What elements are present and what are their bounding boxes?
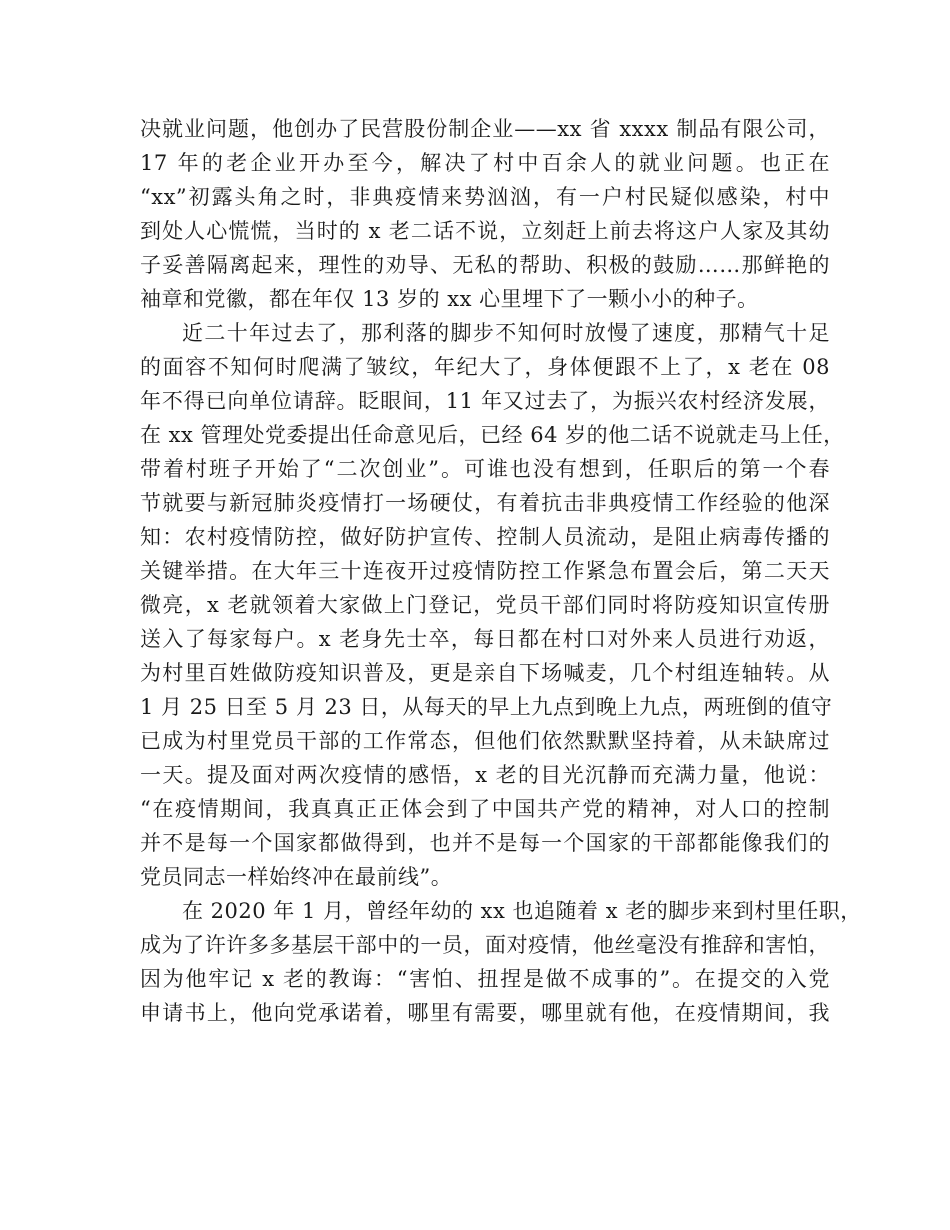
text-line: 已成为村里党员干部的工作常态，但他们依然默默坚持着，从未缺席过 <box>140 729 830 753</box>
text-line: 为村里百姓做防疫知识普及，更是亲自下场喊麦，几个村组连轴转。从 <box>140 661 830 685</box>
text-line: 在 2020 年 1 月，曾经年幼的 xx 也追随着 x 老的脚步来到村里任职， <box>182 899 862 923</box>
text-line: 送入了每家每户。x 老身先士卒，每日都在村口对外来人员进行劝返， <box>140 627 830 651</box>
text-line: 近二十年过去了，那利落的脚步不知何时放慢了速度，那精气十足 <box>182 321 830 345</box>
text-line: 知：农村疫情防控，做好防护宣传、控制人员流动，是阻止病毒传播的 <box>140 525 830 549</box>
text-line: “xx”初露头角之时，非典疫情来势汹汹，有一户村民疑似感染，村中 <box>140 185 830 209</box>
text-line: 袖章和党徽，都在年仅 13 岁的 xx 心里埋下了一颗小小的种子。 <box>140 287 759 311</box>
text-line: 带着村班子开始了“二次创业”。可谁也没有想到，任职后的第一个春 <box>140 457 830 481</box>
document-page <box>140 112 862 1030</box>
text-line: 一天。提及面对两次疫情的感悟，x 老的目光沉静而充满力量，他说： <box>140 763 830 787</box>
text-line: 子妥善隔离起来，理性的劝导、无私的帮助、积极的鼓励……那鲜艳的 <box>140 253 830 277</box>
text-line: 并不是每一个国家都做得到，也并不是每一个国家的干部都能像我们的 <box>140 831 830 855</box>
text-line: 因为他牢记 x 老的教诲：“害怕、扭捏是做不成事的”。在提交的入党 <box>140 967 830 991</box>
text-line: 年不得已向单位请辞。眨眼间，11 年又过去了，为振兴农村经济发展， <box>140 389 830 413</box>
text-line: 到处人心慌慌，当时的 x 老二话不说，立刻赶上前去将这户人家及其幼 <box>140 219 830 243</box>
text-line: 成为了许许多多基层干部中的一员，面对疫情，他丝毫没有推辞和害怕， <box>140 933 830 957</box>
text-line: 节就要与新冠肺炎疫情打一场硬仗，有着抗击非典疫情工作经验的他深 <box>140 491 830 515</box>
text-line: “在疫情期间，我真真正正体会到了中国共产党的精神，对人口的控制 <box>140 797 830 821</box>
text-line: 党员同志一样始终冲在最前线”。 <box>140 865 453 889</box>
text-line: 的面容不知何时爬满了皱纹，年纪大了，身体便跟不上了，x 老在 08 <box>140 355 830 379</box>
text-line: 1 月 25 日至 5 月 23 日，从每天的早上九点到晚上九点，两班倒的值守 <box>140 695 833 719</box>
text-line: 申请书上，他向党承诺着，哪里有需要，哪里就有他，在疫情期间，我 <box>140 1001 830 1025</box>
paragraph-1 <box>140 112 830 316</box>
text-line: 决就业问题，他创办了民营股份制企业——xx 省 xxxx 制品有限公司， <box>140 117 830 141</box>
text-line: 17 年的老企业开办至今，解决了村中百余人的就业问题。也正在 <box>140 151 830 175</box>
paragraph-3 <box>140 894 862 1030</box>
paragraph-2 <box>140 316 845 894</box>
text-line: 微亮，x 老就领着大家做上门登记，党员干部们同时将防疫知识宣传册 <box>140 593 830 617</box>
text-line: 关键举措。在大年三十连夜开过疫情防控工作紧急布置会后，第二天天 <box>140 559 830 583</box>
text-line: 在 xx 管理处党委提出任命意见后，已经 64 岁的他二话不说就走马上任， <box>140 423 845 447</box>
